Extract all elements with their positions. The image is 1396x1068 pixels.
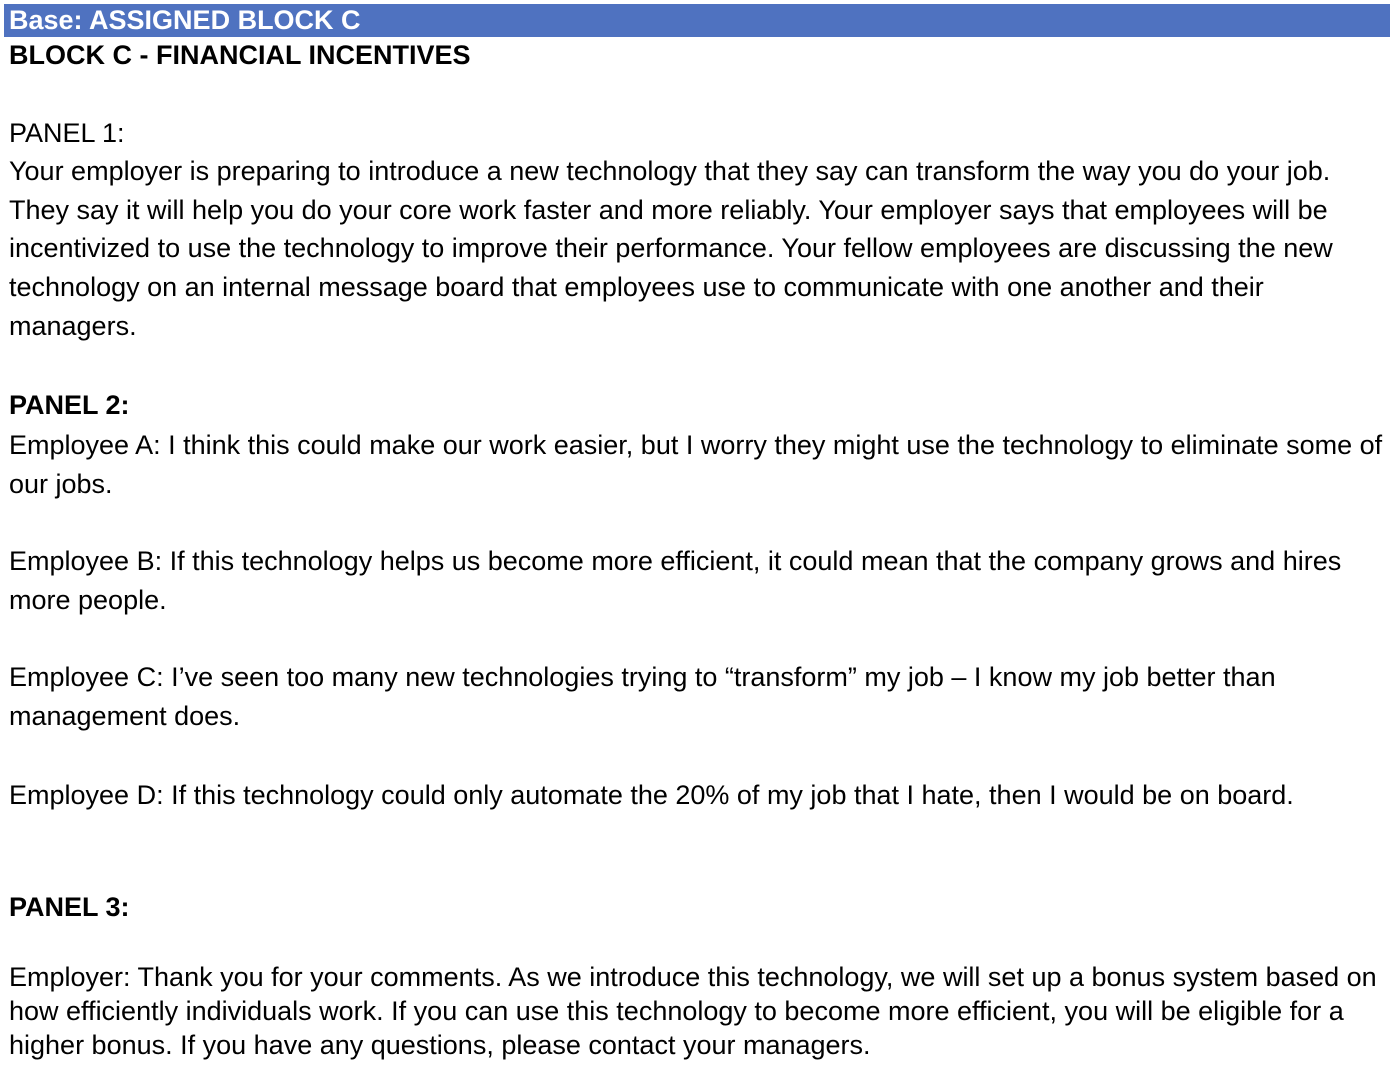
base-header-bar: Base: ASSIGNED BLOCK C — [4, 4, 1390, 37]
employee-c-comment: Employee C: I’ve seen too many new technologies trying to “transform” my job – I know my job better than management does. — [9, 662, 1276, 731]
panel-3-heading: PANEL 3: — [9, 892, 130, 922]
employee-d-comment: Employee D: If this technology could only automate the 20% of my job that I hate, then I would be on board. — [9, 780, 1294, 810]
employee-b-comment: Employee B: If this technology helps us become more efficient, it could mean that the company grows and hires more people. — [9, 546, 1342, 615]
panel-1-heading: PANEL 1: — [9, 118, 125, 148]
employee-a-comment: Employee A: I think this could make our work easier, but I worry they might use the technology to eliminate some of our jobs. — [9, 430, 1383, 499]
block-title: BLOCK C - FINANCIAL INCENTIVES — [9, 40, 471, 70]
panel-3-body: Employer: Thank you for your comments. As we introduce this technology, we will set up a bonus system based on how efficiently individuals work. If you can use this technology to become more efficient, you will be eligible for a higher bonus. If you have any questions, please contact your managers. — [9, 962, 1377, 1060]
panel-2-heading: PANEL 2: — [9, 390, 130, 420]
panel-1-body: Your employer is preparing to introduce a new technology that they say can transform the way you do your job. They say it will help you do your core work faster and more reliably. Your employer says that employees will be incentivized to use the technology to improve their performance. Your fellow employees are discussing the new technology on an internal message board that employees use to communicate with one another and their managers. — [9, 156, 1333, 341]
